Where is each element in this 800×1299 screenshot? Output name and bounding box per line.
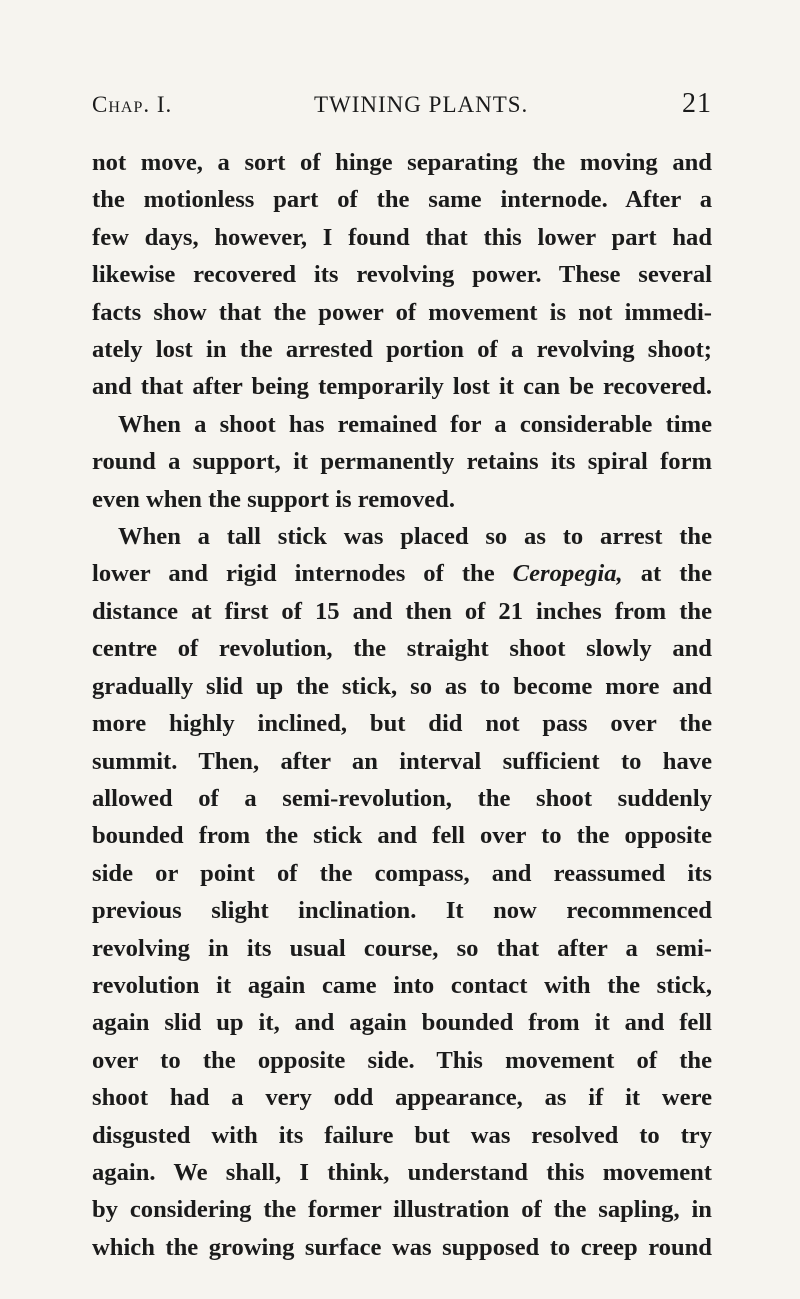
text-line: revolving in its usual course, so that after a semi- bbox=[92, 934, 712, 962]
text-line: round a support, it permanently retains its spiral form bbox=[92, 448, 712, 476]
text-line: centre of revolution, the straight shoot slowly and bbox=[92, 635, 712, 663]
text-line: shoot had a very odd appearance, as if it were bbox=[92, 1084, 712, 1112]
text-line: gradually slid up the stick, so as to become more and bbox=[92, 672, 712, 700]
text-line: revolution it again came into contact with the stick, bbox=[92, 971, 712, 999]
text-line: again. We shall, I think, understand this movement bbox=[92, 1158, 712, 1186]
text-line: likewise recovered its revolving power. These several bbox=[92, 261, 712, 289]
text-line: side or point of the compass, and reassumed its bbox=[92, 859, 712, 887]
paragraph bbox=[92, 518, 712, 1266]
text-line: facts show that the power of movement is not immedi- bbox=[92, 298, 712, 326]
text-line: not move, a sort of hinge separating the moving and bbox=[92, 149, 712, 176]
running-title: TWINING PLANTS. bbox=[314, 92, 529, 117]
text-line: When a shoot has remained for a considerable time bbox=[118, 410, 712, 438]
text-line: ately lost in the arrested portion of a revolving shoot; bbox=[92, 336, 712, 364]
genus-name: Ceropegia, bbox=[512, 560, 623, 588]
text-line: and that after being temporarily lost it can be recovered. bbox=[92, 373, 712, 401]
chapter-label: Chap. I. bbox=[92, 92, 173, 117]
running-head bbox=[92, 88, 712, 124]
text-line: even when the support is removed. bbox=[92, 485, 455, 513]
text-line: again slid up it, and again bounded from it and fell bbox=[92, 1009, 712, 1037]
text-line: disgusted with its failure but was resolved to try bbox=[92, 1121, 712, 1149]
text-line: previous slight inclination. It now recommenced bbox=[92, 897, 712, 925]
text-line: summit. Then, after an interval sufficient to have bbox=[92, 747, 712, 775]
page-number: 21 bbox=[682, 88, 712, 119]
text-fragment: at the bbox=[640, 560, 713, 588]
text-line: more highly inclined, but did not pass over the bbox=[92, 710, 712, 738]
text-line: which the growing surface was supposed to creep round bbox=[92, 1233, 712, 1261]
text-line: distance at first of 15 and then of 21 inches from the bbox=[92, 597, 712, 625]
body-text bbox=[92, 144, 712, 1266]
text-line: When a tall stick was placed so as to arrest the bbox=[118, 523, 712, 551]
text-line: the motionless part of the same internode. After a bbox=[92, 186, 712, 214]
text-line: bounded from the stick and fell over to the opposite bbox=[92, 822, 712, 850]
paragraph bbox=[92, 144, 712, 518]
text-line bbox=[92, 555, 712, 592]
text-line: few days, however, I found that this lower part had bbox=[92, 223, 712, 251]
text-line: over to the opposite side. This movement of the bbox=[92, 1046, 712, 1074]
text-line: allowed of a semi-revolution, the shoot suddenly bbox=[92, 784, 712, 812]
text-fragment: lower and rigid internodes of the bbox=[92, 560, 495, 588]
text-line: by considering the former illustration of the sapling, in bbox=[92, 1196, 712, 1224]
